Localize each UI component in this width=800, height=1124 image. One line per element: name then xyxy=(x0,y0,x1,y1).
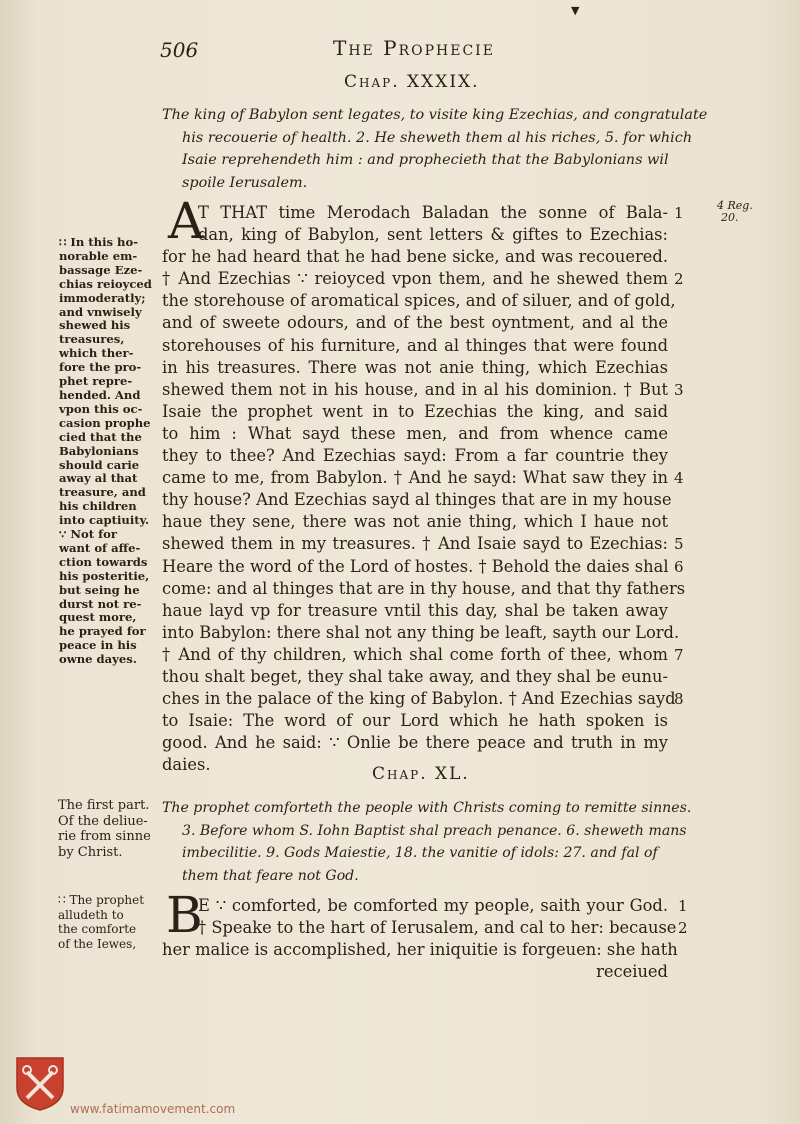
argument-line: The king of Babylon sent legates, to visite king Ezechias, and congratulate xyxy=(162,107,708,123)
margin-reference-line: 4 Reg. xyxy=(717,199,753,212)
chapter-40-side-note xyxy=(58,893,158,951)
verse-number xyxy=(674,666,698,688)
verse-number xyxy=(674,489,698,511)
side-note-line: of the Iewes, xyxy=(58,936,137,951)
verse-number: 3 xyxy=(674,380,684,399)
verse-number: 1 xyxy=(674,204,684,222)
text-line: they to thee? And Ezechias sayd: From a far countrie they xyxy=(162,446,668,466)
verse-number: 7 xyxy=(674,645,684,664)
side-note-line: vpon this oc- xyxy=(59,401,143,416)
side-note-line: but seing he xyxy=(59,582,140,597)
side-note-line: peace in his xyxy=(59,638,137,653)
chapter-39-text xyxy=(162,202,686,776)
side-note-line: Babylonians xyxy=(59,443,139,458)
page-mark: ▼ xyxy=(571,4,580,17)
side-note-line: his children xyxy=(59,499,137,514)
verse-number xyxy=(674,600,698,622)
verse-number: 1 xyxy=(678,897,688,915)
verse-number: 8 xyxy=(674,690,684,709)
verse-number: 5 xyxy=(674,535,684,554)
text-line: for he had heard that he had bene sicke, and was recouered. xyxy=(162,247,668,267)
text-line: Heare the word of the Lord of hostes. † Behold the daies shal xyxy=(162,556,669,576)
side-note-line: and vnwisely xyxy=(59,304,142,319)
side-note-line: he prayed for xyxy=(59,624,146,639)
argument-line: imbecilitie. 9. Gods Maiestie, 18. the vanitie of idols: 27. and fal of xyxy=(182,845,658,861)
verse-number: 6 xyxy=(674,557,684,576)
argument-line: 3. Before whom S. Iohn Baptist shal preach penance. 6. sheweth mans xyxy=(182,822,687,839)
text-line: haue they sene, there was not anie thing, which I haue not xyxy=(162,512,668,532)
text-line: the storehouse of aromatical spices, and of siluer, and of gold, xyxy=(162,291,676,311)
verse-number xyxy=(674,511,698,533)
side-note-line: his posteritie, xyxy=(59,568,150,583)
verse-number xyxy=(674,622,698,644)
part-note-line: Of the deliue- xyxy=(58,813,148,829)
text-line: to Isaie: The word of our Lord which he hath spoken is xyxy=(162,711,668,731)
text-line: and of sweete odours, and of the best oyntment, and al the xyxy=(162,313,668,333)
text-line: shewed them in my treasures. † And Isaie sayd to Ezechias: xyxy=(162,534,668,554)
text-line: T THAT time Merodach Baladan the sonne of Bala- xyxy=(198,203,668,222)
argument-line: spoile Ierusalem. xyxy=(182,174,308,191)
text-line: into Babylon: there shal not any thing be leaft, sayth our Lord. xyxy=(162,622,680,642)
verse-number xyxy=(674,578,698,600)
verse-number xyxy=(674,423,698,445)
side-note-line: immoderatly; xyxy=(59,290,146,305)
chapter-39-verse-numbers xyxy=(674,202,698,776)
side-note-line: norable em- xyxy=(59,248,138,263)
text-line: receiued xyxy=(596,962,668,982)
chapter-39-argument xyxy=(162,104,707,194)
verse-number xyxy=(678,961,702,983)
side-note-line: ∷ The prophet xyxy=(58,893,145,907)
footer-website-link[interactable]: www.fatimamovement.com xyxy=(70,1102,236,1116)
text-line: Isaie the prophet went in to Ezechias the king, and said xyxy=(162,401,668,421)
margin-reference-line: 20. xyxy=(721,211,739,224)
drop-cap-b: B xyxy=(166,886,203,944)
verse-number xyxy=(674,357,698,379)
side-note-line: the comforte xyxy=(58,922,137,936)
side-note-line: durst not re- xyxy=(59,596,142,611)
part-note-line: rie from sinne xyxy=(58,829,151,844)
drop-cap-a: A xyxy=(168,192,205,250)
text-line: her malice is accomplished, her iniquitie is forgeuen: she hath xyxy=(162,940,678,960)
argument-line: The prophet comforteth the people with Christs coming to remitte sinnes. xyxy=(162,800,692,816)
side-note-line: bassage Eze- xyxy=(59,262,143,277)
text-line: thy house? And Ezechias sayd al thinges that are in my house xyxy=(162,490,672,510)
chapter-39-heading: Chap. XXXIX. xyxy=(344,72,480,92)
argument-line: his recouerie of health. 2. He sheweth them al his riches, 5. for which xyxy=(182,129,693,146)
text-line: E ∵ comforted, be comforted my people, saith your God. xyxy=(198,896,668,915)
text-line: storehouses of his furniture, and al thinges that were found xyxy=(162,335,668,355)
text-line: daies. xyxy=(162,755,211,775)
text-line: dan, king of Babylon, sent letters & giftes to Ezechias: xyxy=(198,225,668,245)
chapter-39-side-note xyxy=(59,236,159,667)
verse-number xyxy=(674,224,698,246)
chapter-40-verse-numbers xyxy=(678,895,702,983)
verse-number xyxy=(674,312,698,334)
side-note-line: want of affe- xyxy=(59,540,141,555)
verse-number xyxy=(674,732,698,754)
verse-number xyxy=(674,335,698,357)
side-note-line: owne dayes. xyxy=(59,652,137,667)
text-line: † And of thy children, which shal come forth of thee, whom xyxy=(162,644,668,664)
side-note-line: cied that the xyxy=(59,429,142,444)
side-note-line: casion prophe xyxy=(59,415,151,430)
side-note-line: ction towards xyxy=(59,554,148,569)
chapter-40-text xyxy=(162,895,678,983)
side-note-line: fore the pro- xyxy=(59,360,142,375)
page-number: 506 xyxy=(160,38,199,62)
text-line: come: and al thinges that are in thy house, and that thy fathers xyxy=(162,578,686,598)
verse-number xyxy=(674,290,698,312)
side-note-line: ∵ Not for xyxy=(59,527,117,542)
verse-number: 2 xyxy=(678,919,688,938)
text-line: in his treasures. There was not anie thing, which Ezechias xyxy=(162,357,668,377)
chapter-40-part-note xyxy=(58,798,158,860)
papal-seal-icon xyxy=(13,1054,67,1112)
verse-number xyxy=(674,401,698,423)
argument-line: Isaie reprehendeth him : and prophecieth that the Babylonians wil xyxy=(182,152,669,168)
text-line: thou shalt beget, they shal take away, and they shal be eunu- xyxy=(162,666,668,686)
side-note-line: treasures, xyxy=(59,332,125,347)
verse-number xyxy=(674,246,698,268)
side-note-line: phet repre- xyxy=(59,374,133,389)
verse-number: 2 xyxy=(674,270,684,289)
side-note-line: ∷ In this ho- xyxy=(59,235,139,249)
argument-line: them that feare not God. xyxy=(182,867,359,884)
text-line: to him : What sayd these men, and from whence came xyxy=(162,423,668,443)
side-note-line: away al that xyxy=(59,471,138,486)
part-note-line: The first part. xyxy=(58,798,150,813)
side-note-line: alludeth to xyxy=(58,907,124,922)
text-line: † Speake to the hart of Ierusalem, and cal to her: because xyxy=(198,918,677,938)
side-note-line: chias reioyced xyxy=(59,276,152,291)
verse-number xyxy=(674,710,698,732)
chapter-40-argument xyxy=(162,797,691,887)
side-note-line: into captiuity. xyxy=(59,513,150,528)
text-line: † And Ezechias ∵ reioyced vpon them, and he shewed them xyxy=(162,269,668,289)
text-line: ches in the palace of the king of Babylon. † And Ezechias sayd xyxy=(162,689,676,709)
side-note-line: which ther- xyxy=(59,346,134,361)
text-line: haue layd vp for treasure vntil this day, shal be taken away xyxy=(162,600,668,620)
chapter-40-heading: Chap. XL. xyxy=(372,764,470,784)
text-line: shewed them not in his house, and in al his dominion. † But xyxy=(162,379,668,399)
verse-number xyxy=(674,754,698,776)
text-line: good. And he said: ∵ Onlie be there peace and truth in my xyxy=(162,733,668,753)
verse-number: 4 xyxy=(674,469,684,488)
side-note-line: quest more, xyxy=(59,610,137,625)
margin-reference xyxy=(717,200,753,224)
side-note-line: treasure, and xyxy=(59,485,146,500)
side-note-line: shewed his xyxy=(59,318,131,333)
running-title: The Prophecie xyxy=(333,36,495,60)
part-note-line: by Christ. xyxy=(58,844,123,860)
text-line: came to me, from Babylon. † And he sayd: What saw they in xyxy=(162,468,668,488)
verse-number xyxy=(678,939,702,961)
verse-number xyxy=(674,445,698,467)
side-note-line: hended. And xyxy=(59,387,141,402)
side-note-line: should carie xyxy=(59,457,140,472)
